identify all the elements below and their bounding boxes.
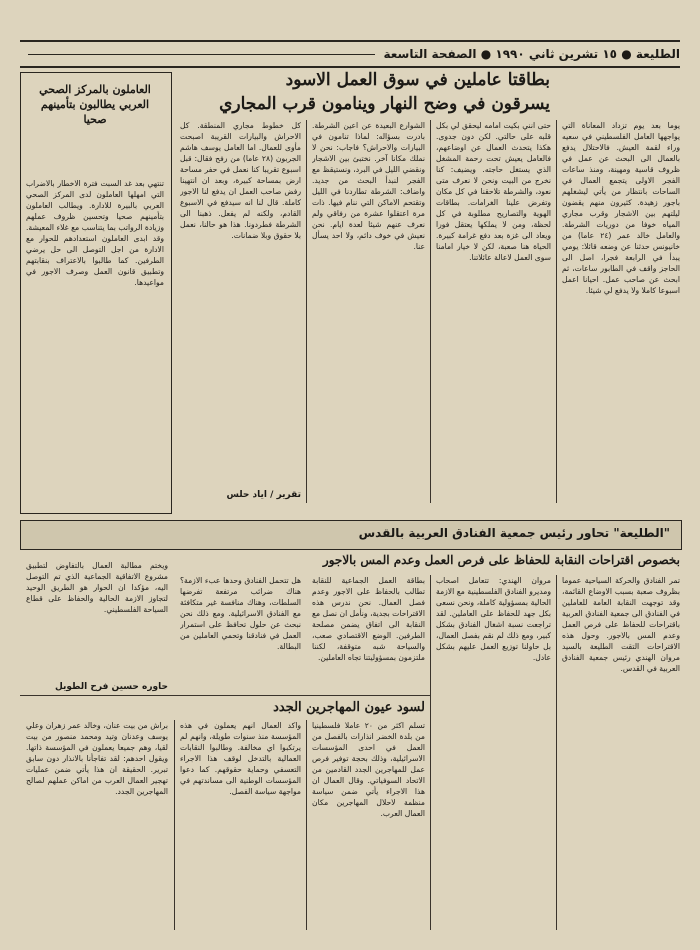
story3-top-rule <box>20 695 430 696</box>
story2-kicker: "الطليعة" تحاور رئيس جمعية الفنادق العربية بالقدس <box>358 526 670 540</box>
sidebar-title: العاملون بالمركز الصحي العربي يطالبون بتأمينهم صحيا <box>39 83 151 126</box>
column-divider <box>306 720 307 930</box>
page-header <box>20 40 680 68</box>
story2-column-4: هل تتحمل الفنادق وحدها عبء الازمة؟ هناك ضرائب مرتفعة تفرضها السلطات، وهناك منافسة غير متكافئة مع الفنادق الاسرائيلية. ومع ذلك نحن نبحث عن حلول تحافظ على استمرار العمل في فنادقنا وتحمي العاملين من البطالة. <box>180 576 301 651</box>
story1-title-line2: يسرقون في وضح النهار وينامون قرب المجاري <box>219 94 550 114</box>
story2-title: بخصوص اقتراحات النقابة للحفاظ على فرص العمل وعدم المس بالاجور <box>322 553 680 567</box>
story1-column-1: يوما بعد يوم تزداد المعاناة التي يواجهها العامل الفلسطيني في سعيه وراء لقمة العيش. فالاحتلال يدفع بالعمال الى البحث عن عمل في ظروف قاسية ومهينة، ومنذ ساعات الفجر الاولى يتجمع العمال في الساحات بانتظار من يأتي ليشغلهم باجور زهيدة. كثيرون منهم يقضون ليلتهم بين الاشجار وقرب مجاري المياه خوفا من دوريات الشرطة. والعامل خالد عمر (٢٤ عاما) من خانيونس حدثنا عن وضعه قائلا: يومي يبدأ في الرابعة فجرا، اصل الى الحاجز واقف في الطابور ساعات، ثم ابحث عن صاحب عمل. احيانا اعمل اسبوعا كاملا ولا يدفع لي شيئا. <box>562 121 680 295</box>
story1-title-line1: بطاقتا عاملين في سوق العمل الاسود <box>285 70 550 90</box>
story2-column-5: ويختم مطالبة العمال بالتفاوض لتطبيق مشروع الاتفاقية الجماعية الذي تم التوصل اليه، مؤكدا ان الحوار هو الطريق الوحيد لتجاوز الازمة الحالية والحفاظ على قطاع السياحة الفلسطيني. <box>26 561 168 614</box>
column-divider <box>430 575 431 930</box>
story1-column-4: كل خطوط مجاري المنطقة. كل الاحراش والبيارات القريبة اصبحت مأوى للعمال. اما العامل يوسف هاشم الجربون (٢٨ عاما) من رفح فقال: قبل اسبوع تقريبا كنا نعمل في حفر مساحة ارض بمساحة كبيرة، وبعد ان انتهينا رفض صاحب العمل ان يدفع لنا الاجور كاملة. قال لنا انه سيدفع في الاسبوع القادم، ولكنه لم يفعل. ذهبنا الى الشرطة فطردونا. هذا هو حالنا، نعمل بلا حقوق وبلا ضمانات. <box>180 121 301 240</box>
column-divider <box>306 120 307 503</box>
story2-author: حاوره حسين فرح الطويل <box>54 682 168 692</box>
column-divider <box>430 120 431 503</box>
story2-column-2: مروان الهندي: تتعامل اصحاب ومديرو الفنادق الفلسطينية مع الازمة الحالية بمسؤولية كاملة، ونحن نسعى بكل جهد للحفاظ على العاملين. لقد تراجعت نسبة اشغال الفنادق بشكل كبير، ومع ذلك لم نقم بفصل العمال، بل حاولنا توزيع العمل عليهم بشكل عادل. <box>436 576 551 662</box>
column-divider <box>556 120 557 503</box>
column-divider <box>174 720 175 930</box>
story3-column-3: براش من بيت عنان، وخالد عمر زهران وعلي يوسف وعدنان وتيد ومحمد منصور من بيت لقيا، وهم جميعا يعملون في المؤسسة ذاتها. ويقول احدهم: لقد تفاجأنا بالانذار دون سابق تبرير. الحقيقة ان هذا يأتي ضمن عمليات تهجير العمال العرب من اماكن عملهم لصالح المهاجرين الجدد. <box>26 721 168 796</box>
story3-column-1: تسلم اكثر من ٢٠ عاملا فلسطينيا من بلدة الخضر انذارات بالفصل من العمل في احدى المؤسسات الاسرائيلية، وذلك بحجة توفير فرص عمل للمهاجرين الجدد القادمين من الاتحاد السوفياتي. وقال العمال ان هذا الاجراء يأتي ضمن سياسة منظمة لاحلال المهاجرين مكان العمال العرب. <box>312 721 425 818</box>
story2-column-1: تمر الفنادق والحركة السياحية عموما بظروف صعبة بسبب الاوضاع القائمة، وقد توجهت النقابة العامة للعاملين في الفنادق الى جمعية الفنادق العربية باقتراحات للحفاظ على فرص العمل وعدم المس بالاجور. وحول هذه الاقتراحات التقت الطليعة بالسيد مروان الهندي رئيس جمعية الفنادق العربية في القدس. <box>562 576 680 673</box>
header-rule <box>28 54 375 55</box>
header-date-page: الطليعة ● ١٥ تشرين ثاني ١٩٩٠ ● الصفحة التاسعة <box>383 47 680 61</box>
story3-title: لسود عيون المهاجرين الجدد <box>273 700 425 715</box>
story3-column-2: واكد العمال انهم يعملون في هذه المؤسسة منذ سنوات طويلة، وانهم لم يرتكبوا اي مخالفة. وطالبوا النقابات العمالية بالتدخل لوقف هذا الاجراء التعسفي وحماية حقوقهم. كما دعوا المؤسسات الوطنية الى مساندتهم في مواجهة سياسة الفصل. <box>180 721 301 796</box>
story1-column-2: حتى انني بكيت امامه ليحقق لي بكل قلبه على حالتي. لكن دون جدوى. هكذا يتحدث العمال عن اوضاعهم، فالعامل يعيش تحت رحمة المشغل الذي يستغل حاجته. ويضيف: كنا نخرج من البيت ونحن لا نعرف متى نعود، والشرطة تلاحقنا في كل مكان وتفرض علينا الغرامات. بطاقات الهوية والتصاريح مطلوبة في كل لحظة، ومن لا يملكها يعتقل فورا ويعاد الى غزة بعد دفع غرامة كبيرة. الحياة هنا صعبة، لكن لا خيار امامنا سوى العمل لاعالة عائلاتنا. <box>436 121 551 262</box>
story2-column-3: بطاقة العمل الجماعية للنقابة تطالب بالحفاظ على الاجور وعدم فصل العمال. نحن ندرس هذه الاقتراحات بجدية، ونأمل ان نصل مع النقابة الى اتفاق يضمن مصلحة الطرفين. الوضع الاقتصادي صعب، والسياحة شبه متوقفة، لكننا ملتزمون بمسؤوليتنا تجاه العاملين. <box>312 576 425 662</box>
column-divider <box>556 575 557 930</box>
story1-author: تقرير / اياد حلس <box>226 490 301 500</box>
sidebar-body: تنتهي بعد غد السبت فترة الاخطار بالاضراب التي امهلها العاملون لدى المركز الصحي العربي بالبيرة للادارة. ويطالب العاملون بتأمينهم صحيا وتحسين ظروف عملهم وزيادة الرواتب بما يتناسب مع غلاء المعيشة. وقد ابدى العاملون استعدادهم للحوار مع الادارة من اجل التوصل الى حل يرضي الطرفين. كما طالبوا بالاعتراف بنقابتهم وتطبيق قانون العمل وصرف الاجور في مواعيدها. <box>26 179 164 287</box>
story1-column-3: الشوارع البعيدة عن اعين الشرطة. بادرت بسؤاله: لماذا تنامون في البيارات والاحراش؟ فاجاب: نحن لا نملك مكانا آخر. نختبئ بين الاشجار ونقضي الليل في البرد، ونستيقظ مع الفجر لنبدأ البحث من جديد. واضاف: الشرطة تطاردنا في الليل وتقتحم الاماكن التي ننام فيها. ذات مرة اعتقلوا عشرة من رفاقي ولم نعرف عنهم شيئا لعدة ايام. نحن نعيش في خوف دائم، ولا احد يسأل عنا. <box>312 121 425 251</box>
